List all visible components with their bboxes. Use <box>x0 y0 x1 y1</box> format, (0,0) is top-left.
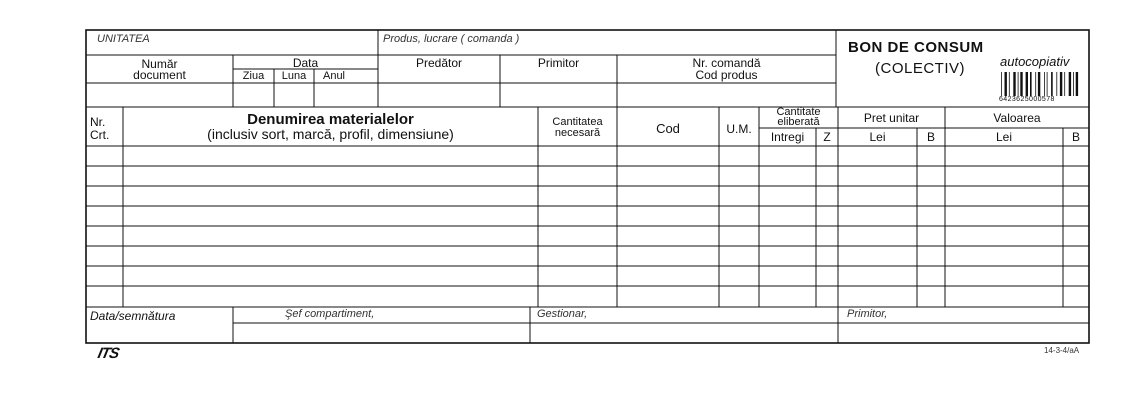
barcode-bar <box>1073 72 1074 96</box>
luna-label: Luna <box>281 70 307 82</box>
eliberata-label: eliberată <box>777 116 820 128</box>
footer-primitor-label: Primitor, <box>847 308 888 320</box>
form-code: 14-3-4/aA <box>1044 346 1080 355</box>
barcode-bar <box>1030 72 1032 96</box>
anul-label: Anul <box>322 70 346 82</box>
intregi-label: Intregi <box>770 130 805 144</box>
barcode-bar <box>1076 72 1078 96</box>
barcode-bar <box>1009 72 1010 96</box>
barcode-bar <box>1026 72 1028 96</box>
unitatea-label: UNITATEA <box>97 33 150 45</box>
barcode-bar <box>1069 72 1071 96</box>
barcode-bar <box>1018 72 1019 96</box>
barcode-bar <box>1060 72 1062 96</box>
z-label: Z <box>823 130 831 144</box>
produs-label: Produs, lucrare ( comanda ) <box>383 33 520 45</box>
data-label: Data <box>292 56 319 70</box>
barcode-image <box>1000 72 1080 96</box>
barcode-bar <box>1064 72 1065 96</box>
barcode-bar <box>1051 72 1053 96</box>
numar-label: Număr <box>141 57 178 71</box>
nr-comanda-label: Nr. comandă <box>692 56 761 70</box>
printer-logo: ITS <box>96 345 121 362</box>
valoarea-lei-label: Lei <box>995 130 1012 144</box>
nr-label: Nr. <box>90 115 106 129</box>
cod-produs-label: Cod produs <box>695 68 758 82</box>
sef-compartiment-label: Şef compartiment, <box>285 308 375 320</box>
valoarea-label: Valoarea <box>993 111 1041 125</box>
barcode-number: 6423625000578 <box>999 96 1055 103</box>
cantitatea-label: Cantitatea <box>552 116 603 128</box>
gestionar-label: Gestionar, <box>537 308 588 320</box>
denumire-subtitle: (inclusiv sort, marcă, profil, dimensiune) <box>207 126 454 142</box>
barcode-bar <box>1005 72 1007 96</box>
valoarea-b-label: B <box>1071 130 1080 144</box>
cantitate-label: Cantitate <box>776 106 821 118</box>
data-semnatura-label: Data/semnătura <box>90 309 176 323</box>
predator-label: Predător <box>415 56 463 70</box>
document-label: document <box>133 68 186 82</box>
barcode-bar <box>1038 72 1040 96</box>
form-subtitle: (COLECTIV) <box>875 60 966 77</box>
pret-b-label: B <box>926 130 935 144</box>
barcode-bar <box>1020 72 1022 96</box>
barcode-bar <box>1001 72 1002 96</box>
barcode-bar <box>1035 72 1036 96</box>
form-title: BON DE CONSUM <box>848 39 984 56</box>
primitor-label: Primitor <box>537 56 580 70</box>
pret-unitar-label: Pret unitar <box>863 111 920 125</box>
crt-label: Crt. <box>90 128 110 142</box>
um-label: U.M. <box>726 122 752 136</box>
ziua-label: Ziua <box>242 70 265 82</box>
barcode-bar <box>1013 72 1015 96</box>
cod-label: Cod <box>656 121 680 136</box>
denumire-title: Denumirea materialelor <box>247 111 414 128</box>
barcode-bar <box>1044 72 1045 96</box>
necesara-label: necesară <box>554 127 601 139</box>
autocopiativ-label: autocopiativ <box>1000 54 1070 69</box>
barcode-bar <box>1047 72 1048 96</box>
barcode-bar <box>1056 72 1057 96</box>
pret-lei-label: Lei <box>869 130 886 144</box>
